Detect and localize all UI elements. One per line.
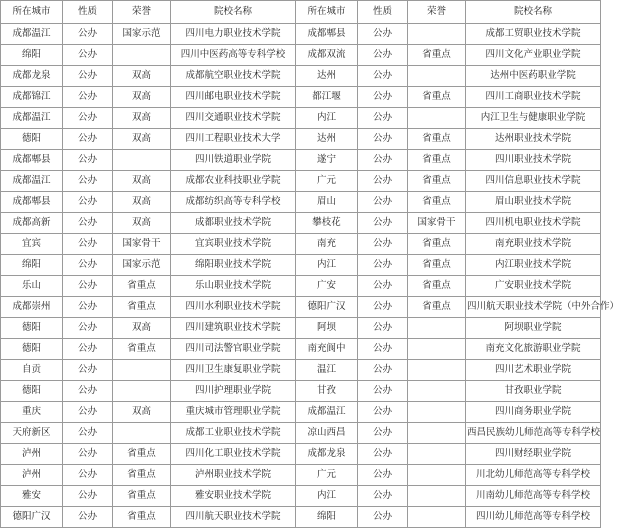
- college-name-cell: 成都职业技术学院: [171, 213, 296, 234]
- type-cell: 公办: [63, 297, 113, 318]
- type-cell: 公办: [63, 129, 113, 150]
- city-cell: 成都郫县: [1, 192, 63, 213]
- type-cell: 公办: [63, 339, 113, 360]
- type-cell: 公办: [358, 150, 408, 171]
- college-name-cell: 四川幼儿师范高等专科学校: [466, 507, 601, 528]
- honor-cell: [408, 381, 466, 402]
- honor-cell: 双高: [113, 171, 171, 192]
- college-name-cell: 四川航天职业技术学院: [171, 507, 296, 528]
- city-cell: 重庆: [1, 402, 63, 423]
- college-name-cell: 四川文化产业职业学院: [466, 45, 601, 66]
- type-cell: 公办: [63, 45, 113, 66]
- city-cell: 成都崇州: [1, 297, 63, 318]
- honor-cell: 省重点: [113, 276, 171, 297]
- city-cell: 绵阳: [296, 507, 358, 528]
- city-cell: 成都温江: [1, 171, 63, 192]
- college-name-cell: 四川化工职业技术学院: [171, 444, 296, 465]
- city-cell: 达州: [296, 66, 358, 87]
- header-row: [1, 1, 601, 24]
- honor-cell: 省重点: [408, 87, 466, 108]
- table-body: [1, 24, 619, 528]
- table-row: [1, 381, 601, 402]
- college-name-cell: 川北幼儿师范高等专科学校: [466, 465, 601, 486]
- honor-cell: 省重点: [408, 297, 466, 318]
- type-cell: 公办: [358, 45, 408, 66]
- type-cell: 公办: [358, 507, 408, 528]
- honor-cell: 省重点: [113, 486, 171, 507]
- college-name-cell: 成都农业科技职业学院: [171, 171, 296, 192]
- honor-cell: 双高: [113, 318, 171, 339]
- city-cell: 德阳广汉: [296, 297, 358, 318]
- table-row: [1, 465, 601, 486]
- table-row: [1, 339, 601, 360]
- type-cell: 公办: [358, 444, 408, 465]
- honor-cell: 国家骨干: [113, 234, 171, 255]
- honor-cell: [408, 108, 466, 129]
- city-cell: 天府新区: [1, 423, 63, 444]
- honor-cell: [408, 486, 466, 507]
- honor-cell: 国家示范: [113, 24, 171, 45]
- college-name-cell: 四川卫生康复职业学院: [171, 360, 296, 381]
- honor-cell: [113, 45, 171, 66]
- type-cell: 公办: [358, 129, 408, 150]
- honor-cell: [408, 507, 466, 528]
- table-row: [1, 24, 601, 45]
- college-name-cell: 达州职业技术学院: [466, 129, 601, 150]
- honor-cell: 省重点: [408, 276, 466, 297]
- city-cell: 成都温江: [1, 24, 63, 45]
- college-name-cell: 四川电力职业技术学院: [171, 24, 296, 45]
- city-cell: 德阳: [1, 318, 63, 339]
- table-row: [1, 402, 601, 423]
- city-cell: 成都温江: [296, 402, 358, 423]
- college-name-cell: 成都工业职业技术学院: [171, 423, 296, 444]
- college-name-cell: 南充职业技术学院: [466, 234, 601, 255]
- type-cell: 公办: [63, 24, 113, 45]
- honor-cell: 省重点: [113, 507, 171, 528]
- type-cell: 公办: [63, 318, 113, 339]
- college-name-cell: 绵阳职业技术学院: [171, 255, 296, 276]
- type-cell: 公办: [63, 402, 113, 423]
- college-name-cell: 南充文化旅游职业学院: [466, 339, 601, 360]
- column-header: 性质: [358, 1, 408, 24]
- table-row: [1, 66, 601, 87]
- city-cell: 德阳: [1, 129, 63, 150]
- honor-cell: 省重点: [408, 171, 466, 192]
- city-cell: 德阳广汉: [1, 507, 63, 528]
- column-header: 院校名称: [171, 1, 296, 24]
- college-name-cell: 内江卫生与健康职业学院: [466, 108, 601, 129]
- type-cell: 公办: [358, 234, 408, 255]
- type-cell: 公办: [63, 213, 113, 234]
- city-cell: 内江: [296, 108, 358, 129]
- college-name-cell: 达州中医药职业学院: [466, 66, 601, 87]
- college-name-cell: 四川机电职业技术学院: [466, 213, 601, 234]
- column-header: 荣誉: [408, 1, 466, 24]
- type-cell: 公办: [358, 486, 408, 507]
- honor-cell: 省重点: [113, 297, 171, 318]
- honor-cell: 国家示范: [113, 255, 171, 276]
- college-name-cell: 四川财经职业学院: [466, 444, 601, 465]
- city-cell: 德阳: [1, 339, 63, 360]
- table-row: [1, 87, 601, 108]
- college-name-cell: 乐山职业技术学院: [171, 276, 296, 297]
- college-name-cell: 广安职业技术学院: [466, 276, 601, 297]
- college-name-cell: 四川建筑职业技术学院: [171, 318, 296, 339]
- type-cell: 公办: [358, 213, 408, 234]
- city-cell: 广安: [296, 276, 358, 297]
- college-name-cell: 四川航天职业技术学院（中外合作）: [466, 297, 601, 318]
- city-cell: 成都温江: [1, 108, 63, 129]
- city-cell: 成都郫县: [1, 150, 63, 171]
- city-cell: 眉山: [296, 192, 358, 213]
- city-cell: 泸州: [1, 444, 63, 465]
- college-name-cell: 四川水利职业技术学院: [171, 297, 296, 318]
- college-name-cell: 成都工贸职业技术学院: [466, 24, 601, 45]
- table-header: [1, 1, 601, 24]
- honor-cell: 省重点: [408, 255, 466, 276]
- table-row: [1, 171, 601, 192]
- college-name-cell: 眉山职业技术学院: [466, 192, 601, 213]
- college-name-cell: 四川工商职业技术学院: [466, 87, 601, 108]
- honor-cell: 省重点: [408, 45, 466, 66]
- honor-cell: 省重点: [408, 234, 466, 255]
- type-cell: 公办: [63, 87, 113, 108]
- column-header: 院校名称: [466, 1, 601, 24]
- honor-cell: 双高: [113, 108, 171, 129]
- type-cell: 公办: [358, 108, 408, 129]
- city-cell: 广元: [296, 171, 358, 192]
- honor-cell: [408, 423, 466, 444]
- column-header: 所在城市: [1, 1, 63, 24]
- type-cell: 公办: [63, 486, 113, 507]
- table-row: [1, 213, 601, 234]
- honor-cell: [113, 360, 171, 381]
- honor-cell: 省重点: [113, 465, 171, 486]
- college-name-cell: 内江职业技术学院: [466, 255, 601, 276]
- type-cell: 公办: [358, 360, 408, 381]
- type-cell: 公办: [63, 108, 113, 129]
- table-row: [1, 444, 601, 465]
- honor-cell: 双高: [113, 87, 171, 108]
- honor-cell: [408, 318, 466, 339]
- type-cell: 公办: [63, 276, 113, 297]
- college-name-cell: 西昌民族幼儿师范高等专科学校: [466, 423, 601, 444]
- table-row: [1, 192, 601, 213]
- table-row: [1, 507, 601, 528]
- college-name-cell: 四川职业技术学院: [466, 150, 601, 171]
- city-cell: 成都龙泉: [1, 66, 63, 87]
- honor-cell: 双高: [113, 66, 171, 87]
- city-cell: 成都高新: [1, 213, 63, 234]
- honor-cell: 双高: [113, 213, 171, 234]
- type-cell: 公办: [358, 297, 408, 318]
- type-cell: 公办: [63, 423, 113, 444]
- city-cell: 南充阆中: [296, 339, 358, 360]
- city-cell: 宜宾: [1, 234, 63, 255]
- table-row: [1, 423, 601, 444]
- city-cell: 攀枝花: [296, 213, 358, 234]
- table-row: [1, 129, 601, 150]
- college-name-cell: 雅安职业技术学院: [171, 486, 296, 507]
- honor-cell: 双高: [113, 192, 171, 213]
- honor-cell: 省重点: [408, 150, 466, 171]
- city-cell: 都江堰: [296, 87, 358, 108]
- type-cell: 公办: [358, 66, 408, 87]
- type-cell: 公办: [63, 255, 113, 276]
- honor-cell: [113, 150, 171, 171]
- type-cell: 公办: [358, 171, 408, 192]
- city-cell: 成都双流: [296, 45, 358, 66]
- honor-cell: [113, 381, 171, 402]
- college-name-cell: 宜宾职业技术学院: [171, 234, 296, 255]
- honor-cell: 省重点: [113, 339, 171, 360]
- table-row: [1, 150, 601, 171]
- type-cell: 公办: [63, 465, 113, 486]
- honor-cell: 省重点: [113, 444, 171, 465]
- table-row: [1, 45, 601, 66]
- city-cell: 广元: [296, 465, 358, 486]
- city-cell: 遂宁: [296, 150, 358, 171]
- column-header: 荣誉: [113, 1, 171, 24]
- college-name-cell: 四川信息职业技术学院: [466, 171, 601, 192]
- honor-cell: [113, 423, 171, 444]
- table-row: [1, 108, 601, 129]
- honor-cell: 省重点: [408, 129, 466, 150]
- table-row: [1, 276, 601, 297]
- type-cell: 公办: [358, 381, 408, 402]
- city-cell: 阿坝: [296, 318, 358, 339]
- type-cell: 公办: [63, 444, 113, 465]
- city-cell: 雅安: [1, 486, 63, 507]
- college-name-cell: 重庆城市管理职业学院: [171, 402, 296, 423]
- type-cell: 公办: [358, 24, 408, 45]
- honor-cell: 双高: [113, 129, 171, 150]
- city-cell: 凉山西昌: [296, 423, 358, 444]
- city-cell: 温江: [296, 360, 358, 381]
- college-name-cell: 四川交通职业技术学院: [171, 108, 296, 129]
- honor-cell: 双高: [113, 402, 171, 423]
- college-name-cell: 川南幼儿师范高等专科学校: [466, 486, 601, 507]
- college-name-cell: 四川商务职业学院: [466, 402, 601, 423]
- city-cell: 绵阳: [1, 45, 63, 66]
- type-cell: 公办: [63, 66, 113, 87]
- type-cell: 公办: [358, 402, 408, 423]
- city-cell: 泸州: [1, 465, 63, 486]
- type-cell: 公办: [358, 465, 408, 486]
- table-row: [1, 234, 601, 255]
- city-cell: 成都龙泉: [296, 444, 358, 465]
- city-cell: 德阳: [1, 381, 63, 402]
- type-cell: 公办: [63, 507, 113, 528]
- college-name-cell: 四川工程职业技术大学: [171, 129, 296, 150]
- type-cell: 公办: [63, 234, 113, 255]
- table-row: [1, 318, 601, 339]
- table-row: [1, 297, 601, 318]
- college-name-cell: 四川护理职业学院: [171, 381, 296, 402]
- honor-cell: [408, 402, 466, 423]
- college-name-cell: 成都航空职业技术学院: [171, 66, 296, 87]
- city-cell: 成都锦江: [1, 87, 63, 108]
- type-cell: 公办: [63, 381, 113, 402]
- city-cell: 达州: [296, 129, 358, 150]
- type-cell: 公办: [358, 318, 408, 339]
- type-cell: 公办: [358, 255, 408, 276]
- college-name-cell: 四川艺术职业学院: [466, 360, 601, 381]
- honor-cell: [408, 465, 466, 486]
- type-cell: 公办: [358, 276, 408, 297]
- type-cell: 公办: [63, 150, 113, 171]
- city-cell: 绵阳: [1, 255, 63, 276]
- college-name-cell: 四川邮电职业技术学院: [171, 87, 296, 108]
- city-cell: 甘孜: [296, 381, 358, 402]
- honor-cell: 省重点: [408, 192, 466, 213]
- city-cell: 自贡: [1, 360, 63, 381]
- table-row: [1, 255, 601, 276]
- table-row: [1, 360, 601, 381]
- city-cell: 内江: [296, 486, 358, 507]
- college-name-cell: 成都纺织高等专科学校: [171, 192, 296, 213]
- column-header: 性质: [63, 1, 113, 24]
- college-name-cell: 四川铁道职业学院: [171, 150, 296, 171]
- college-name-cell: 甘孜职业学院: [466, 381, 601, 402]
- honor-cell: [408, 24, 466, 45]
- college-name-cell: 阿坝职业学院: [466, 318, 601, 339]
- city-cell: 乐山: [1, 276, 63, 297]
- honor-cell: [408, 339, 466, 360]
- type-cell: 公办: [358, 87, 408, 108]
- type-cell: 公办: [358, 339, 408, 360]
- column-header: 所在城市: [296, 1, 358, 24]
- type-cell: 公办: [358, 192, 408, 213]
- city-cell: 内江: [296, 255, 358, 276]
- type-cell: 公办: [63, 192, 113, 213]
- college-name-cell: 四川司法警官职业学院: [171, 339, 296, 360]
- honor-cell: [408, 360, 466, 381]
- city-cell: 成都郫县: [296, 24, 358, 45]
- city-cell: 南充: [296, 234, 358, 255]
- college-name-cell: 四川中医药高等专科学校: [171, 45, 296, 66]
- type-cell: 公办: [63, 360, 113, 381]
- honor-cell: [408, 444, 466, 465]
- college-name-cell: 泸州职业技术学院: [171, 465, 296, 486]
- table-row: [1, 486, 601, 507]
- type-cell: 公办: [358, 423, 408, 444]
- honor-cell: 国家骨干: [408, 213, 466, 234]
- honor-cell: [408, 66, 466, 87]
- type-cell: 公办: [63, 171, 113, 192]
